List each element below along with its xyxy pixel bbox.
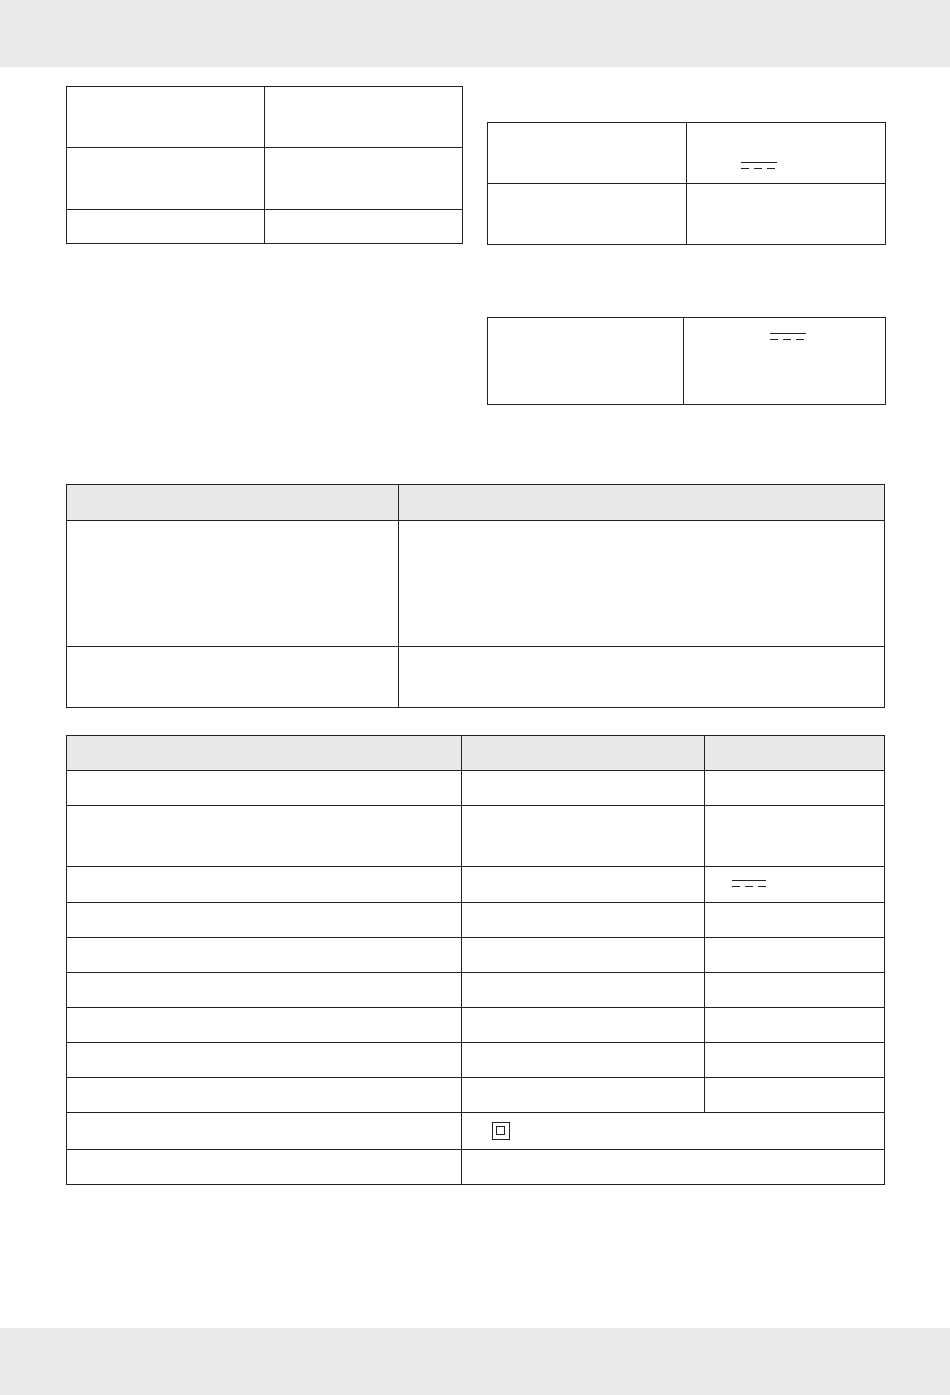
table-d-header-cell <box>399 485 885 521</box>
table-e-cell <box>705 903 885 938</box>
table-d-cell <box>399 521 885 647</box>
table-e-cell <box>462 806 705 867</box>
spec-table-e <box>66 735 885 1185</box>
table-a-cell <box>67 210 265 244</box>
table-e-cell <box>462 1043 705 1078</box>
table-e-cell <box>67 938 462 973</box>
spec-table-d <box>66 484 885 708</box>
table-e-cell <box>462 1150 885 1185</box>
table-b-cell <box>687 184 886 245</box>
table-b-cell-dc <box>687 123 886 184</box>
direct-current-icon <box>741 162 777 170</box>
table-e-cell <box>705 1043 885 1078</box>
table-e-cell <box>462 973 705 1008</box>
table-e-cell <box>705 1078 885 1113</box>
table-e-cell <box>462 771 705 806</box>
table-e-cell <box>67 867 462 903</box>
table-e-header-cell <box>462 736 705 771</box>
table-e-cell <box>462 903 705 938</box>
table-e-cell-class2 <box>462 1113 885 1150</box>
table-e-cell <box>67 806 462 867</box>
table-e-cell <box>705 973 885 1008</box>
direct-current-icon <box>732 880 766 888</box>
spec-table-b <box>487 122 886 245</box>
table-e-cell-dc <box>705 867 885 903</box>
table-e-header-cell <box>705 736 885 771</box>
table-e-cell <box>67 1078 462 1113</box>
table-e-cell <box>462 1078 705 1113</box>
protection-class-ii-icon <box>492 1122 510 1140</box>
table-b-cell <box>488 123 687 184</box>
direct-current-icon <box>770 333 806 341</box>
table-e-cell <box>67 1150 462 1185</box>
table-e-cell <box>67 903 462 938</box>
table-c-cell-dc <box>684 318 886 405</box>
table-e-cell <box>67 771 462 806</box>
table-e-cell <box>705 938 885 973</box>
spec-table-a <box>66 86 463 244</box>
page-header-band <box>0 0 950 67</box>
table-d-header-cell <box>67 485 399 521</box>
table-e-header-cell <box>67 736 462 771</box>
table-e-cell <box>67 973 462 1008</box>
table-a-cell <box>67 148 265 210</box>
table-b-cell <box>488 184 687 245</box>
table-e-cell <box>705 771 885 806</box>
table-a-cell <box>265 210 463 244</box>
table-a-cell <box>67 87 265 148</box>
table-e-cell <box>67 1113 462 1150</box>
table-e-cell <box>67 1043 462 1078</box>
table-e-cell <box>462 867 705 903</box>
spec-table-c <box>487 317 886 405</box>
table-a-cell <box>265 87 463 148</box>
page-footer-band <box>0 1328 950 1395</box>
table-e-cell <box>705 1008 885 1043</box>
table-e-cell <box>462 938 705 973</box>
table-c-cell <box>488 318 684 405</box>
table-d-cell <box>399 647 885 708</box>
table-d-cell <box>67 521 399 647</box>
table-a-cell <box>265 148 463 210</box>
table-e-cell <box>462 1008 705 1043</box>
table-e-cell <box>67 1008 462 1043</box>
table-e-cell <box>705 806 885 867</box>
table-d-cell <box>67 647 399 708</box>
